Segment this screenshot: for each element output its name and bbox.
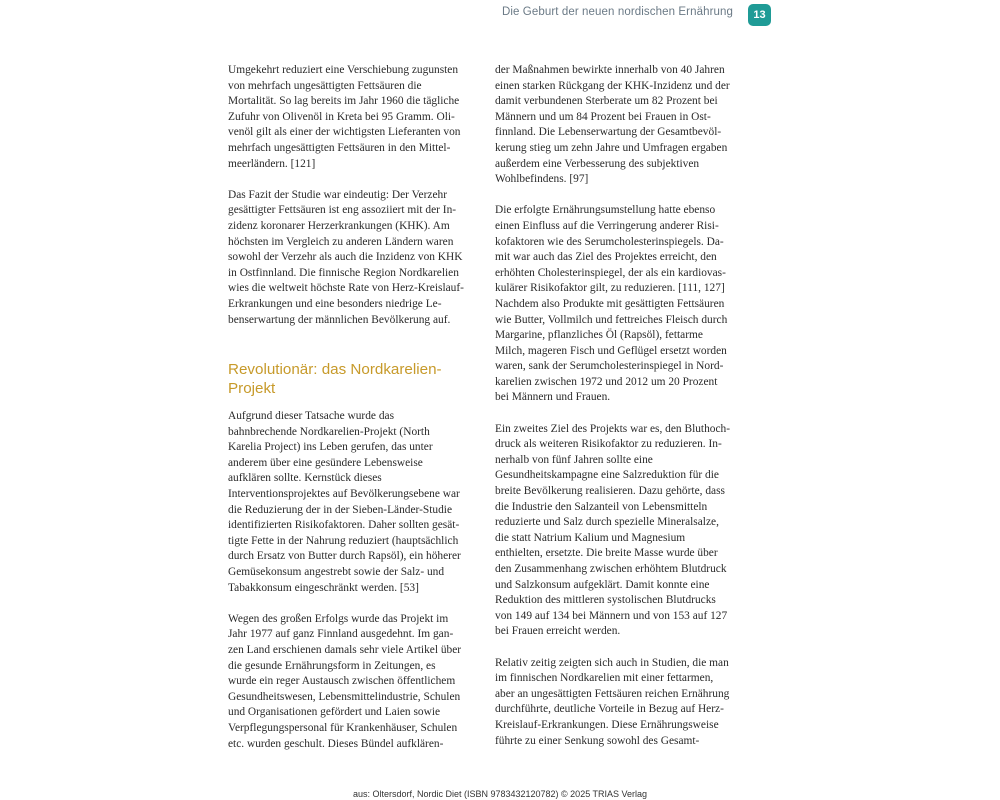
body-paragraph: Relativ zeitig zeigten sich auch in Studien, die man im finnischen Nordkarelien mit einer fettarmen, aber an ungesättigten Fettsäuren reichen Ernährung durchführte, deutliche Vorteile in Bezug auf Herz-Kreislauf-Erkrankungen. Diese Ernährungsweise führte zu einer Senkung sowohl des Gesamt- <box>495 656 730 747</box>
body-paragraph: Ein zweites Ziel des Projekts war es, den Bluthochdruck als weiteren Risikofaktor zu reduzieren. Innerhalb von fünf Jahren sollte eine Gesundheitskampagne eine Salzreduktion für die breite Bevölkerung realisieren. Dazu gehörte, dass die Industrie den Salzanteil von Lebensmitteln reduzierte und Salz durch spezielle Mineralsalze, die statt Natrium Kalium und Magnesium enthielten, ersetzte. Die breite Masse wurde über den Zusammenhang zwischen erhöhtem Blutdruck und Salzkonsum aufgeklärt. Damit konnte eine Reduktion des mittleren systolischen Blutdrucks von 149 auf 134 bei Männern und von 153 auf 127 bei Frauen erreicht werden. <box>495 422 731 638</box>
footer-citation: aus: Oltersdorf, Nordic Diet (ISBN 9783432120782) © 2025 TRIAS Verlag <box>352 789 648 799</box>
body-paragraph: der Maßnahmen bewirkte innerhalb von 40 Jahren einen starken Rückgang der KHK-Inzidenz und der damit verbundenen Sterberate um 82 Prozent bei Männern und um 84 Prozent bei Frauen in Ostfinnland. Die Lebenserwartung der Gesamtbevölkerung stieg um zehn Jahre und Umfragen ergaben außerdem eine Verbesserung des subjektiven Wohlbefindens. [97] <box>495 64 730 186</box>
body-paragraph: Umgekehrt reduziert eine Verschiebung zugunsten von mehrfach ungesättigten Fettsäuren die Mortalität. So lag bereits im Jahr 1960 die tägliche Zufuhr von Olivenöl in Kreta bei 95 Gramm. Olivenöl gilt als einer der wichtigsten Lieferanten von mehrfach ungesättigten Fettsäuren in den Mittelmeerländern. [121] <box>228 64 461 170</box>
body-paragraph: Die erfolgte Ernährungsumstellung hatte ebenso einen Einfluss auf die Verringerung anderer Risikofaktoren wie des Serumcholesterinspiegels. Damit war auch das Ziel des Projektes erreicht, den erhöhten Cholesterinspiegel, der als ein kardiovaskulärer Risikofaktor gilt, zu reduzieren. [111, 127] Nachdem also Produkte mit gesättigten Fettsäuren wie Butter, Vollmilch und fettreiches Fleisch durch Margarine, pflanzliches Öl (Rapsöl), fettarme Milch, mageren Fisch und Geflügel ersetzt worden waren, sank der Serumcholesterinspiegel in Nordkarelien zwischen 1972 und 2012 um 20 Prozent bei Männern und Frauen. <box>495 204 728 404</box>
body-paragraph: Wegen des großen Erfolgs wurde das Projekt im Jahr 1977 auf ganz Finnland ausgedehnt. Im ganzen Land erschienen damals sehr viele Artikel über die gesunde Ernährungsform in Zeitungen, es wurde ein reger Austausch zwischen öffentlichem Gesundheitswesen, Lebensmittelindustrie, Schulen und Organisationen gefördert und Laien sowie Verpflegungspersonal für Krankenhäuser, Schulen etc. wurden geschult. Dieses Bündel aufklären- <box>228 612 462 750</box>
right-column <box>495 63 731 765</box>
section-heading: Revolutionär: das Nordkarelien-Projekt <box>228 361 442 397</box>
body-paragraph: Aufgrund dieser Tatsache wurde das bahnbrechende Nordkarelien-Projekt (North Karelia Project) ins Leben gerufen, das unter anderem über eine gesündere Lebensweise aufklären sollte. Kernstück dieses Interventionsprojektes auf Bevölkerungsebene war die Reduzierung der in der Sieben-Länder-Studie identifizierten Risikofaktoren. Daher sollten gesättigte Fette in der Nahrung reduziert (hauptsächlich durch Ersatz von Butter durch Rapsöl), ein höherer Gemüsekonsum angestrebt sowie der Salz- und Tabakkonsum eingeschränkt werden. [53] <box>228 410 461 594</box>
body-paragraph: Das Fazit der Studie war eindeutig: Der Verzehr gesättigter Fettsäuren ist eng assoziiert mit der Inzidenz koronarer Herzerkrankungen (KHK). Am höchsten im Vergleich zu anderen Ländern waren sowohl der Verzehr als auch die Inzidenz von KHK in Ostfinnland. Die finnische Region Nordkarelien wies die weltweit höchste Rate von Herz-Kreislauf-Erkrankungen und eine besonders niedrige Lebenserwartung der männlichen Bevölkerung auf. <box>228 188 464 326</box>
running-header: Die Geburt der neuen nordischen Ernährung <box>501 6 733 18</box>
page-number-badge: 13 <box>748 4 771 26</box>
left-column <box>228 63 464 768</box>
